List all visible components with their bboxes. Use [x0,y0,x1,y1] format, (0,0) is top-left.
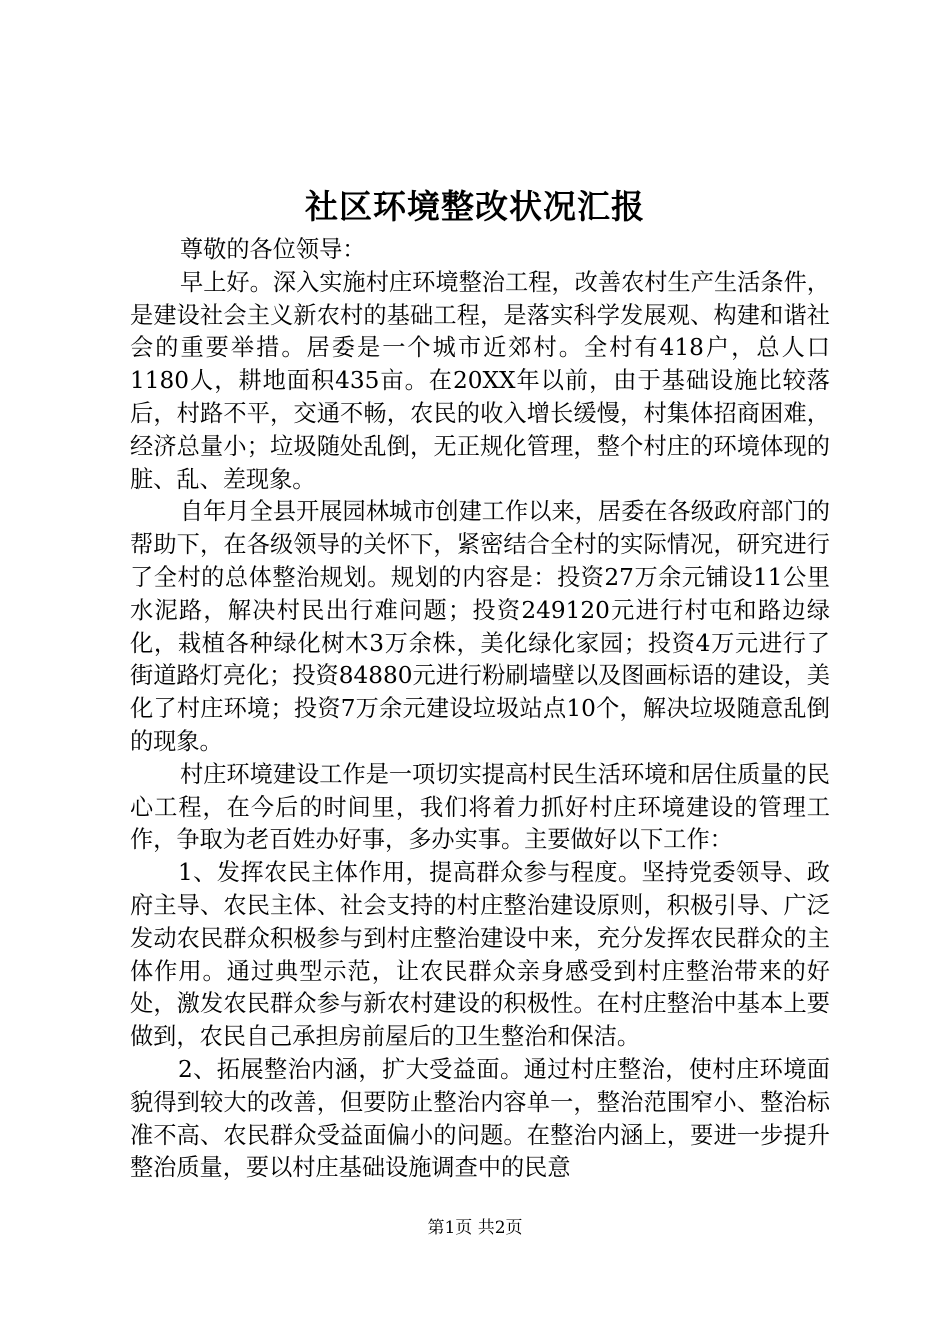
paragraph-item-1: 1、发挥农民主体作用，提高群众参与程度。坚持党委领导、政府主导、农民主体、社会支持的村庄整治建设原则，积极引导、广泛发动农民群众积极参与到村庄整治建设中来，充分发挥农民群众的主体作用。通过典型示范，让农民群众亲身感受到村庄整治带来的好处，激发农民群众参与新农村建设的积极性。在村庄整治中基本上要做到，农民自己承担房前屋后的卫生整治和保洁。 [130,859,830,1051]
document-body [130,234,830,1185]
page-footer: 第1页 共2页 [427,1218,523,1238]
paragraph-item-2: 2、拓展整治内涵，扩大受益面。通过村庄整治，使村庄环境面貌得到较大的改善，但要防止整治内容单一，整治范围窄小、整治标准不高、农民群众受益面偏小的问题。在整治内涵上，要进一步提升整治质量，要以村庄基础设施调查中的民意 [130,1055,830,1182]
document-title: 社区环境整改状况汇报 [305,187,645,226]
paragraph-future-work: 村庄环境建设工作是一项切实提高村民生活环境和居住质量的民心工程，在今后的时间里，我们将着力抓好村庄环境建设的管理工作，争取为老百姓办好事，多办实事。主要做好以下工作： [130,760,830,854]
paragraph-intro: 早上好。深入实施村庄环境整治工程，改善农村生产生活条件，是建设社会主义新农村的基础工程，是落实科学发展观、构建和谐社会的重要举措。居委是一个城市近郊村。全村有418户，总人口1180人，耕地面积435亩。在20XX年以前，由于基础设施比较落后，村路不平，交通不畅，农民的收入增长缓慢，村集体招商困难，经济总量小；垃圾随处乱倒，无正规化管理，整个村庄的环境体现的脏、乱、差现象。 [130,268,830,493]
salutation: 尊敬的各位领导： [180,236,366,263]
paragraph-planning: 自年月全县开展园林城市创建工作以来，居委在各级政府部门的帮助下，在各级领导的关怀下，紧密结合全村的实际情况，研究进行了全村的总体整治规划。规划的内容是：投资27万余元铺设11公里水泥路，解决村民出行难问题；投资249120元进行村屯和路边绿化，栽植各种绿化树木3万余株，美化绿化家园；投资4万元进行了街道路灯亮化；投资84880元进行粉刷墙壁以及图画标语的建设，美化了村庄环境；投资7万余元建设垃圾站点10个，解决垃圾随意乱倒的现象。 [130,498,830,755]
